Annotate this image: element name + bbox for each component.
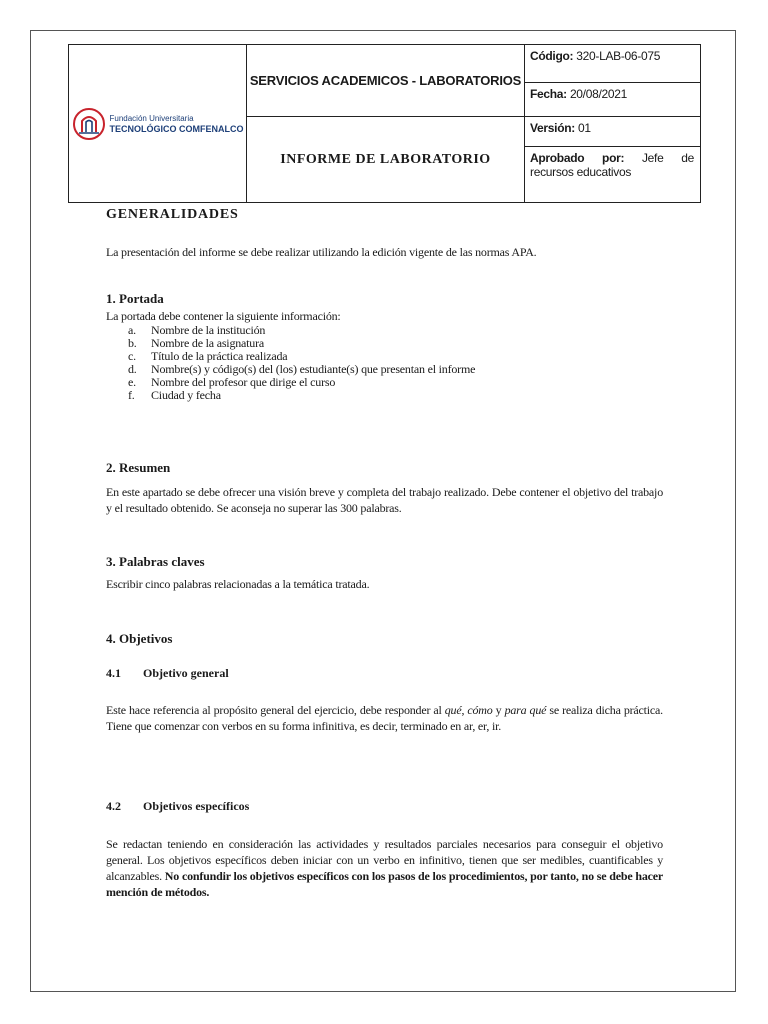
list-item: c. Título de la práctica realizada	[128, 349, 288, 363]
fecha-label: Fecha:	[530, 87, 567, 101]
portada-list	[106, 324, 475, 402]
portada-intro: La portada debe contener la siguiente información:	[106, 309, 341, 323]
service-title: SERVICIOS ACADEMICOS - LABORATORIOS	[247, 45, 525, 117]
logo-cell	[69, 45, 247, 203]
portada-heading: 1. Portada	[106, 291, 164, 306]
objetivo-general-heading: 4.1 Objetivo general	[106, 666, 229, 680]
document-header	[68, 44, 701, 203]
palabras-heading: 3. Palabras claves	[106, 554, 205, 569]
fecha-value: 20/08/2021	[569, 87, 627, 101]
aprobado-cell	[525, 147, 701, 203]
resumen-heading: 2. Resumen	[106, 460, 171, 475]
report-title: INFORME DE LABORATORIO	[247, 117, 525, 203]
logo-line2: TECNOLÓGICO COMFENALCO	[109, 123, 244, 134]
objetivo-general-text: Este hace referencia al propósito general del ejercicio, debe responder al qué, cómo y para qué se realiza dicha práctica. Tiene que comenzar con verbos en su forma infinitiva, es decir, terminado en ar, er, ir.	[106, 703, 663, 733]
aprobado-label-2: por:	[602, 151, 625, 165]
institution-logo-icon	[72, 107, 106, 141]
aprobado-value-3: recursos educativos	[530, 165, 632, 179]
fecha-cell	[525, 83, 701, 117]
version-value: 01	[578, 121, 591, 135]
objetivos-heading: 4. Objetivos	[106, 631, 173, 646]
aprobado-label-1: Aprobado	[530, 151, 585, 165]
aprobado-value-1: Jefe	[641, 151, 664, 165]
list-item: e. Nombre del profesor que dirige el curso	[128, 375, 336, 389]
codigo-cell	[525, 45, 701, 83]
list-item: f. Ciudad y fecha	[128, 388, 221, 402]
aprobado-value-2: de	[681, 151, 694, 165]
codigo-label: Código:	[530, 49, 574, 63]
resumen-text: En este apartado se debe ofrecer una visión breve y completa del trabajo realizado. Debe contener el objetivo del trabajo y el resultado obtenido. Se aconseja no superar las 300 palabras.	[106, 485, 663, 515]
palabras-text: Escribir cinco palabras relacionadas a la temática tratada.	[106, 577, 370, 591]
version-cell	[525, 117, 701, 147]
generalidades-heading: GENERALIDADES	[106, 207, 239, 222]
list-item: a. Nombre de la institución	[128, 323, 266, 337]
objetivos-especificos-heading: 4.2 Objetivos específicos	[106, 799, 250, 813]
list-item: b. Nombre de la asignatura	[128, 336, 265, 350]
logo-line1: Fundación Universitaria	[109, 113, 194, 123]
version-label: Versión:	[530, 121, 575, 135]
generalidades-text: La presentación del informe se debe realizar utilizando la edición vigente de las normas APA.	[106, 245, 537, 259]
list-item: d. Nombre(s) y código(s) del (los) estudiante(s) que presentan el informe	[128, 362, 476, 376]
codigo-value: 320-LAB-06-075	[576, 49, 661, 63]
objetivos-especificos-text: Se redactan teniendo en consideración las actividades y resultados parciales necesarios para conseguir el objetivo general. Los objetivos específicos deben iniciar con un verbo en infinitivo, tienen que ser medibles, cuantificables y alcanzables. No confundir los objetivos específicos con los pasos de los procedimientos, por tanto, no se debe hacer mención de métodos.	[106, 837, 663, 899]
objetivos-especificos-warning: No confundir los objetivos específicos con los pasos de los procedimientos, por tanto, no se debe hacer mención de métodos.	[106, 869, 663, 899]
